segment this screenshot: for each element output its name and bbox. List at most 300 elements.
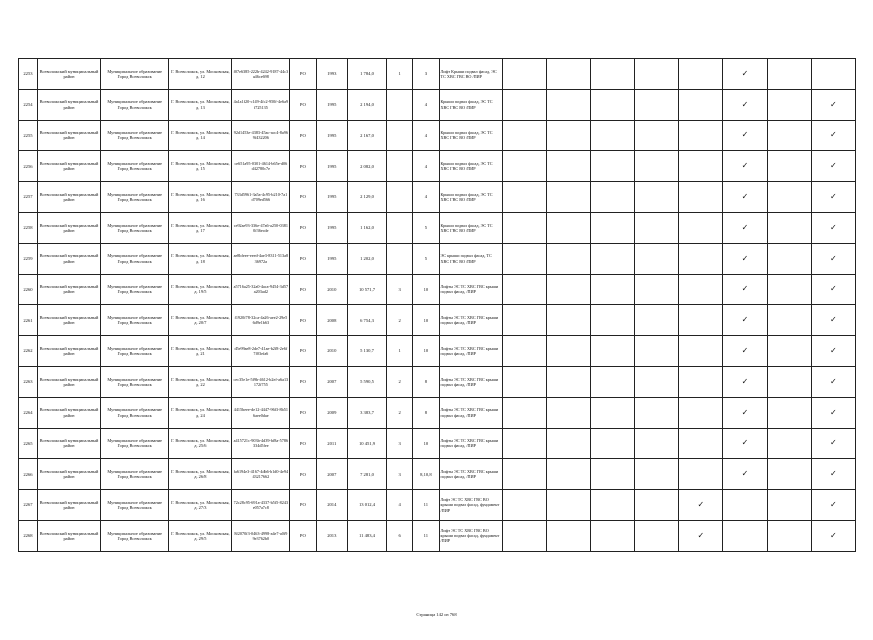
work-type-cell — [767, 520, 811, 551]
area-cell: 1 202,0 — [348, 243, 387, 274]
work-type-cell — [590, 274, 634, 305]
address-cell: Г. Всеволожск, ул. Московская, д. 15 — [169, 151, 232, 182]
year-cell: 1993 — [316, 59, 348, 90]
floors-cell: 3 — [386, 428, 412, 459]
type-cell: РО — [290, 120, 316, 151]
district-cell: Всеволожский муниципальный район — [37, 428, 100, 459]
work-type-cell — [811, 59, 855, 90]
work-type-cell — [635, 366, 679, 397]
work-type-cell — [811, 520, 855, 551]
works-cell: Лифт ЭС ТС ХВС ГВС ВО крыши подвал фасад, фундамент /ПИР — [439, 520, 502, 551]
municipality-cell: Муниципальное образование Город Всеволожск — [101, 274, 169, 305]
entrances-cell: 4 — [413, 120, 439, 151]
work-type-cell — [679, 490, 723, 521]
work-type-cell — [546, 89, 590, 120]
check-mark-icon: ✓ — [741, 407, 749, 417]
table-row — [19, 459, 856, 490]
address-cell: Г. Всеволожск, ул. Московская, д. 19/5 — [169, 274, 232, 305]
work-type-cell — [723, 336, 767, 367]
work-type-cell — [679, 151, 723, 182]
address-cell: Г. Всеволожск, ул. Московская, д. 25/6 — [169, 428, 232, 459]
work-type-cell — [590, 428, 634, 459]
work-type-cell — [767, 59, 811, 90]
work-type-cell — [502, 490, 546, 521]
work-type-cell — [590, 459, 634, 490]
row-number: 2262 — [19, 336, 38, 367]
year-cell: 2010 — [316, 336, 348, 367]
check-mark-icon: ✓ — [741, 161, 749, 171]
table-row — [19, 151, 856, 182]
check-mark-icon: ✓ — [829, 253, 837, 263]
work-type-cell — [546, 274, 590, 305]
floors-cell: 3 — [386, 459, 412, 490]
work-type-cell — [502, 305, 546, 336]
district-cell: Всеволожский муниципальный район — [37, 490, 100, 521]
works-cell: Лифты ЭС ТС ХВС ГВС крыши подвал фасад, /ПИР — [439, 428, 502, 459]
type-cell: РО — [290, 459, 316, 490]
check-mark-icon: ✓ — [741, 284, 749, 294]
table-row — [19, 490, 856, 521]
work-type-cell — [546, 212, 590, 243]
area-cell: 6 754,3 — [348, 305, 387, 336]
area-cell: 3 383,7 — [348, 397, 387, 428]
work-type-cell — [635, 89, 679, 120]
work-type-cell — [767, 305, 811, 336]
area-cell: 7 281,0 — [348, 459, 387, 490]
row-number: 2253 — [19, 59, 38, 90]
work-type-cell — [635, 120, 679, 151]
work-type-cell — [546, 459, 590, 490]
floors-cell — [386, 120, 412, 151]
area-cell: 10 451,9 — [348, 428, 387, 459]
row-number: 2259 — [19, 243, 38, 274]
check-mark-icon: ✓ — [829, 161, 837, 171]
work-type-cell — [546, 366, 590, 397]
uuid-cell: a415721c-903b-4d39-bf8a-5786334d5fee — [232, 428, 290, 459]
works-cell: Лифты ЭС ТС ХВС ГВС крыши подвал фасад, /ПИР — [439, 366, 502, 397]
work-type-cell — [767, 151, 811, 182]
check-mark-icon: ✓ — [741, 191, 749, 201]
check-mark-icon: ✓ — [741, 68, 749, 78]
works-cell: Крыши подвал фасад, ЭС ТС ХВС ГВС ВО /ПИР — [439, 151, 502, 182]
work-type-cell — [635, 459, 679, 490]
work-type-cell — [635, 490, 679, 521]
uuid-cell: 8f2070f3-0463-4998-a4e7-a0f99e3762b0 — [232, 520, 290, 551]
district-cell: Всеволожский муниципальный район — [37, 459, 100, 490]
work-type-cell — [635, 243, 679, 274]
floors-cell — [386, 151, 412, 182]
check-mark-icon: ✓ — [829, 191, 837, 201]
work-type-cell — [546, 243, 590, 274]
entrances-cell: 3 — [413, 59, 439, 90]
check-mark-icon: ✓ — [697, 499, 705, 509]
works-cell: Лифт ЭС ТС ХВС ГВС ВО крыши подвал фасад, фундамент /ПИР — [439, 490, 502, 521]
work-type-cell — [767, 212, 811, 243]
work-type-cell — [635, 151, 679, 182]
work-type-cell — [767, 490, 811, 521]
work-type-cell — [635, 397, 679, 428]
uuid-cell: ce92ae93-336e-47a6-a250-03810f36ecde — [232, 212, 290, 243]
work-type-cell — [590, 305, 634, 336]
municipality-cell: Муниципальное образование Город Всеволожск — [101, 336, 169, 367]
works-cell: Лифты ЭС ТС ХВС ГВС крыши подвал фасад, /ПИР — [439, 305, 502, 336]
work-type-cell — [811, 212, 855, 243]
year-cell: 1995 — [316, 243, 348, 274]
work-type-cell — [679, 120, 723, 151]
district-cell: Всеволожский муниципальный район — [37, 305, 100, 336]
floors-cell: 3 — [386, 274, 412, 305]
work-type-cell — [590, 520, 634, 551]
work-type-cell — [590, 212, 634, 243]
row-number: 2266 — [19, 459, 38, 490]
work-type-cell — [767, 274, 811, 305]
work-type-cell — [811, 366, 855, 397]
work-type-cell — [546, 59, 590, 90]
area-cell: 11 483,4 — [348, 520, 387, 551]
entrances-cell: 5 — [413, 212, 439, 243]
type-cell: РО — [290, 336, 316, 367]
district-cell: Всеволожский муниципальный район — [37, 397, 100, 428]
district-cell: Всеволожский муниципальный район — [37, 182, 100, 213]
check-mark-icon: ✓ — [741, 345, 749, 355]
work-type-cell — [502, 182, 546, 213]
floors-cell: 1 — [386, 336, 412, 367]
year-cell: 2008 — [316, 305, 348, 336]
year-cell: 1995 — [316, 151, 348, 182]
entrances-cell: 8,10,8 — [413, 459, 439, 490]
row-number: 2263 — [19, 366, 38, 397]
address-cell: Г. Всеволожск, ул. Московская, д. 13 — [169, 89, 232, 120]
table-row — [19, 428, 856, 459]
work-type-cell — [811, 89, 855, 120]
work-type-cell — [679, 243, 723, 274]
floors-cell: 4 — [386, 490, 412, 521]
work-type-cell — [502, 59, 546, 90]
entrances-cell: 10 — [413, 336, 439, 367]
municipality-cell: Муниципальное образование Город Всеволожск — [101, 89, 169, 120]
work-type-cell — [502, 428, 546, 459]
work-type-cell — [723, 212, 767, 243]
row-number: 2254 — [19, 89, 38, 120]
address-cell: Г. Всеволожск, ул. Московская, д. 27/3 — [169, 490, 232, 521]
uuid-cell: f07e6385-222b-4242-9187-44c3a46ce698 — [232, 59, 290, 90]
row-number: 2265 — [19, 428, 38, 459]
district-cell: Всеволожский муниципальный район — [37, 274, 100, 305]
municipality-cell: Муниципальное образование Город Всеволожск — [101, 151, 169, 182]
work-type-cell — [590, 366, 634, 397]
work-type-cell — [590, 243, 634, 274]
area-cell: 2 082,0 — [348, 151, 387, 182]
municipality-cell: Муниципальное образование Город Всеволожск — [101, 212, 169, 243]
year-cell: 2013 — [316, 520, 348, 551]
table-row — [19, 336, 856, 367]
work-type-cell — [679, 336, 723, 367]
municipality-cell: Муниципальное образование Город Всеволожск — [101, 305, 169, 336]
work-type-cell — [723, 243, 767, 274]
work-type-cell — [635, 305, 679, 336]
year-cell: 1995 — [316, 212, 348, 243]
row-number: 2258 — [19, 212, 38, 243]
table-row — [19, 182, 856, 213]
uuid-cell: cec35e1e-5f9b-4612-b2ef-a6a13172f755 — [232, 366, 290, 397]
check-mark-icon: ✓ — [741, 438, 749, 448]
row-number: 2264 — [19, 397, 38, 428]
works-cell: Крыши подвал фасад, ЭС ТС ХВС ГВС ВО /ПИР — [439, 212, 502, 243]
entrances-cell: 8 — [413, 366, 439, 397]
entrances-cell: 8 — [413, 397, 439, 428]
type-cell: РО — [290, 59, 316, 90]
address-cell: Г. Всеволожск, ул. Московская, д. 16 — [169, 182, 232, 213]
floors-cell: 1 — [386, 59, 412, 90]
work-type-cell — [811, 490, 855, 521]
table-row — [19, 212, 856, 243]
area-cell: 1 162,0 — [348, 212, 387, 243]
area-cell: 2 129,0 — [348, 182, 387, 213]
work-type-cell — [811, 182, 855, 213]
entrances-cell: 4 — [413, 89, 439, 120]
district-cell: Всеволожский муниципальный район — [37, 151, 100, 182]
row-number: 2257 — [19, 182, 38, 213]
floors-cell: 2 — [386, 397, 412, 428]
work-type-cell — [590, 336, 634, 367]
work-type-cell — [679, 59, 723, 90]
works-cell: Крыши подвал фасад, ЭС ТС ХВС ГВС ВО /ПИР — [439, 182, 502, 213]
type-cell: РО — [290, 151, 316, 182]
address-cell: Г. Всеволожск, ул. Московская, д. 21 — [169, 336, 232, 367]
area-cell: 10 571,7 — [348, 274, 387, 305]
work-type-cell — [502, 520, 546, 551]
type-cell: РО — [290, 243, 316, 274]
work-type-cell — [723, 305, 767, 336]
check-mark-icon: ✓ — [741, 469, 749, 479]
uuid-cell: ce651a95-0301-4614-b65e-d06d42780c7e — [232, 151, 290, 182]
entrances-cell: 11 — [413, 520, 439, 551]
area-cell: 2 194,0 — [348, 89, 387, 120]
floors-cell: 6 — [386, 520, 412, 551]
work-type-cell — [502, 336, 546, 367]
work-type-cell — [811, 274, 855, 305]
work-type-cell — [723, 59, 767, 90]
work-type-cell — [546, 397, 590, 428]
entrances-cell: 11 — [413, 490, 439, 521]
work-type-cell — [546, 151, 590, 182]
work-type-cell — [811, 243, 855, 274]
floors-cell — [386, 89, 412, 120]
year-cell: 2011 — [316, 428, 348, 459]
works-cell: Лифт Крыши подвал фасад, ЭС ТС ХВС ГВС ВО /ПИР — [439, 59, 502, 90]
district-cell: Всеволожский муниципальный район — [37, 59, 100, 90]
check-mark-icon: ✓ — [829, 530, 837, 540]
floors-cell — [386, 182, 412, 213]
work-type-cell — [546, 428, 590, 459]
work-type-cell — [723, 459, 767, 490]
works-cell: Крыши подвал фасад, ЭС ТС ХВС ГВС ВО /ПИР — [439, 120, 502, 151]
year-cell: 1995 — [316, 120, 348, 151]
type-cell: РО — [290, 366, 316, 397]
work-type-cell — [590, 120, 634, 151]
type-cell: РО — [290, 89, 316, 120]
year-cell: 2007 — [316, 459, 348, 490]
district-cell: Всеволожский муниципальный район — [37, 366, 100, 397]
work-type-cell — [723, 366, 767, 397]
uuid-cell: d5e99ae8-2de7-41ae-b2f8-2e6f7f03efa6 — [232, 336, 290, 367]
work-type-cell — [502, 212, 546, 243]
district-cell: Всеволожский муниципальный район — [37, 89, 100, 120]
work-type-cell — [679, 428, 723, 459]
check-mark-icon: ✓ — [829, 376, 837, 386]
work-type-cell — [590, 397, 634, 428]
work-type-cell — [502, 89, 546, 120]
municipality-cell: Муниципальное образование Город Всеволожск — [101, 243, 169, 274]
registry-table-sheet — [18, 58, 856, 552]
area-cell: 13 012,4 — [348, 490, 387, 521]
municipality-cell: Муниципальное образование Город Всеволожск — [101, 59, 169, 90]
municipality-cell: Муниципальное образование Город Всеволожск — [101, 366, 169, 397]
check-mark-icon: ✓ — [829, 130, 837, 140]
work-type-cell — [767, 89, 811, 120]
work-type-cell — [502, 151, 546, 182]
work-type-cell — [767, 459, 811, 490]
work-type-cell — [590, 151, 634, 182]
work-type-cell — [767, 182, 811, 213]
address-cell: Г. Всеволожск, ул. Московская, д. 22 — [169, 366, 232, 397]
work-type-cell — [723, 397, 767, 428]
work-type-cell — [723, 182, 767, 213]
work-type-cell — [679, 212, 723, 243]
check-mark-icon: ✓ — [741, 222, 749, 232]
row-number: 2256 — [19, 151, 38, 182]
work-type-cell — [590, 182, 634, 213]
check-mark-icon: ✓ — [741, 253, 749, 263]
check-mark-icon: ✓ — [829, 222, 837, 232]
work-type-cell — [767, 366, 811, 397]
work-type-cell — [811, 428, 855, 459]
work-type-cell — [811, 397, 855, 428]
year-cell: 1995 — [316, 182, 348, 213]
check-mark-icon: ✓ — [741, 315, 749, 325]
page-footer: Страница 142 из 768 — [416, 612, 457, 617]
work-type-cell — [590, 490, 634, 521]
address-cell: Г. Всеволожск, ул. Московская, д. 20/7 — [169, 305, 232, 336]
entrances-cell: 4 — [413, 182, 439, 213]
row-number: 2261 — [19, 305, 38, 336]
check-mark-icon: ✓ — [741, 376, 749, 386]
address-cell: Г. Всеволожск, ул. Московская, д. 12 — [169, 59, 232, 90]
municipality-cell: Муниципальное образование Город Всеволожск — [101, 490, 169, 521]
work-type-cell — [546, 490, 590, 521]
check-mark-icon: ✓ — [829, 407, 837, 417]
work-type-cell — [546, 305, 590, 336]
work-type-cell — [679, 520, 723, 551]
work-type-cell — [546, 520, 590, 551]
work-type-cell — [502, 459, 546, 490]
work-type-cell — [546, 336, 590, 367]
works-cell: Лифты ЭС ТС ХВС ГВС крыши подвал фасад, /ПИР — [439, 397, 502, 428]
check-mark-icon: ✓ — [741, 130, 749, 140]
entrances-cell: 10 — [413, 274, 439, 305]
row-number: 2260 — [19, 274, 38, 305]
table-row — [19, 59, 856, 90]
area-cell: 5 590,5 — [348, 366, 387, 397]
address-cell: Г. Всеволожск, ул. Московская, д. 17 — [169, 212, 232, 243]
municipality-cell: Муниципальное образование Город Всеволожск — [101, 459, 169, 490]
uuid-cell: fa6194e3-4167-4db6-b1d0-4e9443217662 — [232, 459, 290, 490]
works-cell: Крыши подвал фасад, ЭС ТС ХВС ГВС ВО /ПИР — [439, 89, 502, 120]
entrances-cell: 4 — [413, 151, 439, 182]
work-type-cell — [811, 336, 855, 367]
uuid-cell: f1920f78-32ca-4a26-aee2-29e56d9e1b63 — [232, 305, 290, 336]
work-type-cell — [723, 490, 767, 521]
works-cell: Лифты ЭС ТС ХВС ГВС крыши подвал фасад, /ПИР — [439, 459, 502, 490]
type-cell: РО — [290, 274, 316, 305]
type-cell: РО — [290, 182, 316, 213]
check-mark-icon: ✓ — [741, 99, 749, 109]
uuid-cell: 4415beee-de12-4447-96f3-8b516aee0dae — [232, 397, 290, 428]
year-cell: 2009 — [316, 397, 348, 428]
check-mark-icon: ✓ — [829, 469, 837, 479]
address-cell: Г. Всеволожск, ул. Московская, д. 26/8 — [169, 459, 232, 490]
work-type-cell — [679, 397, 723, 428]
municipality-cell: Муниципальное образование Город Всеволожск — [101, 120, 169, 151]
check-mark-icon: ✓ — [829, 284, 837, 294]
table-row — [19, 120, 856, 151]
work-type-cell — [546, 120, 590, 151]
year-cell: 1995 — [316, 89, 348, 120]
work-type-cell — [811, 305, 855, 336]
uuid-cell: ae8bfeee-eeed-4ae3-8311-513a836972a — [232, 243, 290, 274]
work-type-cell — [767, 336, 811, 367]
work-type-cell — [635, 59, 679, 90]
address-cell: Г. Всеволожск, ул. Московская, д. 18 — [169, 243, 232, 274]
table-row — [19, 89, 856, 120]
address-cell: Г. Всеволожск, ул. Московская, д. 24 — [169, 397, 232, 428]
work-type-cell — [811, 120, 855, 151]
work-type-cell — [679, 89, 723, 120]
type-cell: РО — [290, 212, 316, 243]
check-mark-icon: ✓ — [829, 438, 837, 448]
type-cell: РО — [290, 490, 316, 521]
work-type-cell — [635, 182, 679, 213]
works-cell: Лифты ЭС ТС ХВС ГВС крыши подвал фасад, /ПИР — [439, 336, 502, 367]
work-type-cell — [679, 459, 723, 490]
work-type-cell — [590, 89, 634, 120]
address-cell: Г. Всеволожск, ул. Московская, д. 29/5 — [169, 520, 232, 551]
table-row — [19, 243, 856, 274]
table-row — [19, 274, 856, 305]
work-type-cell — [502, 397, 546, 428]
works-cell: Лифты ЭС ТС ХВС ГВС крыши подвал фасад, /ПИР — [439, 274, 502, 305]
uuid-cell: 92d1453e-4383-45ac-acc4-8a969f432206 — [232, 120, 290, 151]
municipality-cell: Муниципальное образование Город Всеволожск — [101, 397, 169, 428]
work-type-cell — [723, 120, 767, 151]
floors-cell: 2 — [386, 305, 412, 336]
works-cell: ЭС крыши подвал фасад, ТС ХВС ГВС ВО /ПИР — [439, 243, 502, 274]
municipality-cell: Муниципальное образование Город Всеволожск — [101, 182, 169, 213]
work-type-cell — [502, 120, 546, 151]
uuid-cell: a5716a25-32a0-4aca-9454-3d57a203ad2 — [232, 274, 290, 305]
registry-table — [18, 58, 856, 552]
entrances-cell: 10 — [413, 428, 439, 459]
work-type-cell — [767, 243, 811, 274]
type-cell: РО — [290, 520, 316, 551]
table-row — [19, 305, 856, 336]
work-type-cell — [502, 274, 546, 305]
work-type-cell — [635, 520, 679, 551]
row-number: 2268 — [19, 520, 38, 551]
work-type-cell — [635, 428, 679, 459]
area-cell: 5 130,7 — [348, 336, 387, 367]
year-cell: 2014 — [316, 490, 348, 521]
